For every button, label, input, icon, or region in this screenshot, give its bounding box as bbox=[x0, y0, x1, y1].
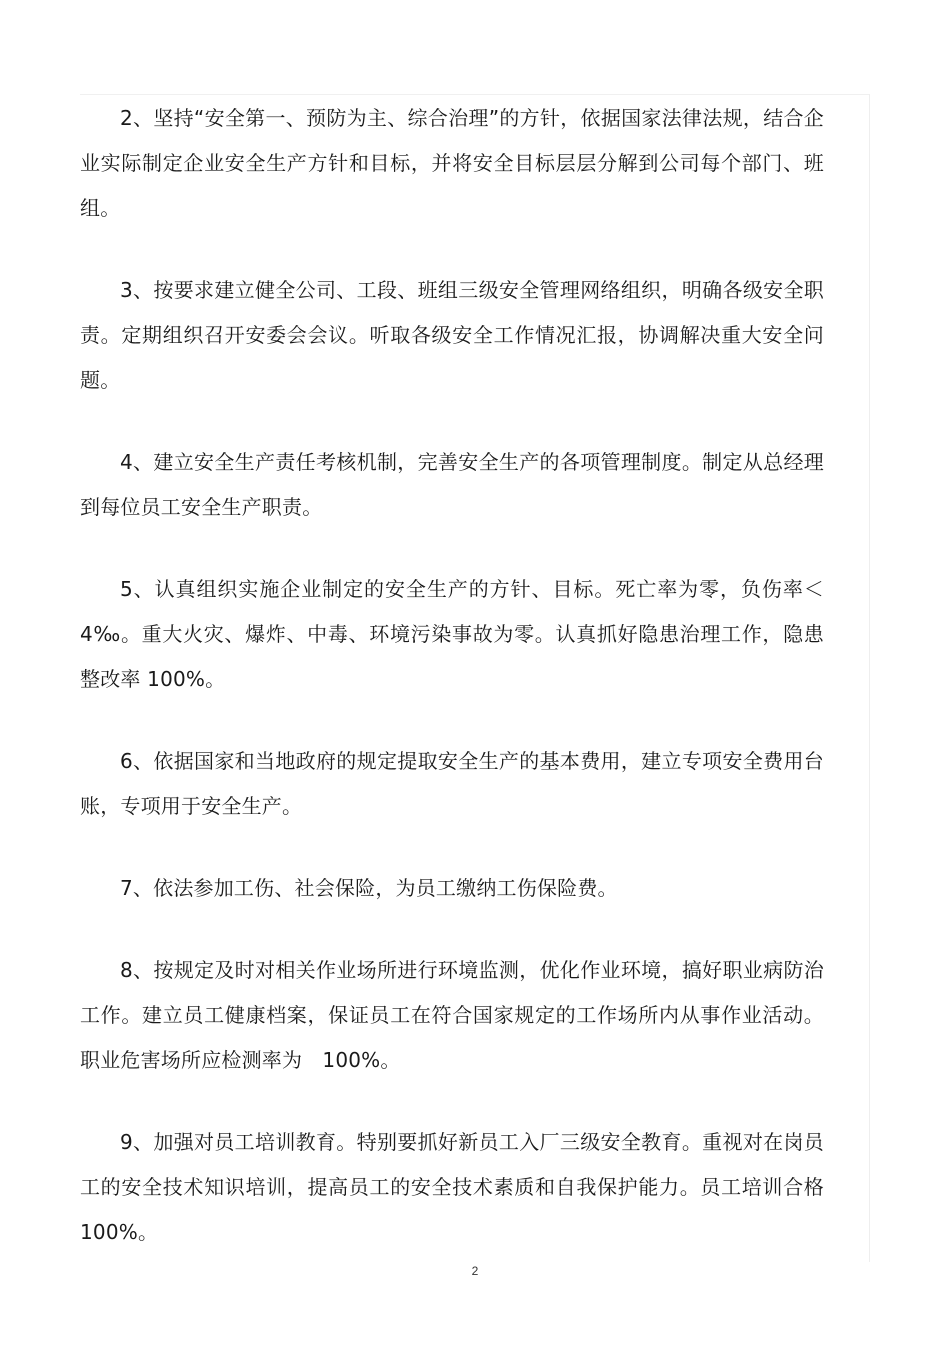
paragraph-item-2: 2、坚持“安全第一、预防为主、综合治理”的方针，依据国家法律法规，结合企业实际制定企业安全生产方针和目标，并将安全目标层层分解到公司每个部门、班组。 bbox=[80, 106, 824, 220]
paragraph-item-6: 6、依据国家和当地政府的规定提取安全生产的基本费用，建立专项安全费用台账，专项用于安全生产。 bbox=[80, 749, 824, 818]
document-body bbox=[80, 96, 824, 1255]
paragraph-item-8: 8、按规定及时对相关作业场所进行环境监测，优化作业环境，搞好职业病防治工作。建立员工健康档案，保证员工在符合国家规定的工作场所内从事作业活动。职业危害场所应检测率为 100%。 bbox=[80, 958, 824, 1072]
paragraph-item-3: 3、按要求建立健全公司、工段、班组三级安全管理网络组织，明确各级安全职责。定期组织召开安委会会议。听取各级安全工作情况汇报，协调解决重大安全问题。 bbox=[80, 278, 824, 392]
paragraph-item-9: 9、加强对员工培训教育。特别要抓好新员工入厂三级安全教育。重视对在岗员工的安全技术知识培训，提高员工的安全技术素质和自我保护能力。员工培训合格 100%。 bbox=[80, 1130, 824, 1244]
paragraph-item-7: 7、依法参加工伤、社会保险，为员工缴纳工伤保险费。 bbox=[120, 876, 618, 900]
page-number: 2 bbox=[471, 1264, 479, 1278]
paragraph-item-4: 4、建立安全生产责任考核机制，完善安全生产的各项管理制度。制定从总经理到每位员工安全生产职责。 bbox=[80, 450, 824, 519]
paragraph-item-5: 5、认真组织实施企业制定的安全生产的方针、目标。死亡率为零，负伤率＜4‰。重大火灾、爆炸、中毒、环境污染事故为零。认真抓好隐患治理工作，隐患整改率 100%。 bbox=[80, 577, 824, 691]
